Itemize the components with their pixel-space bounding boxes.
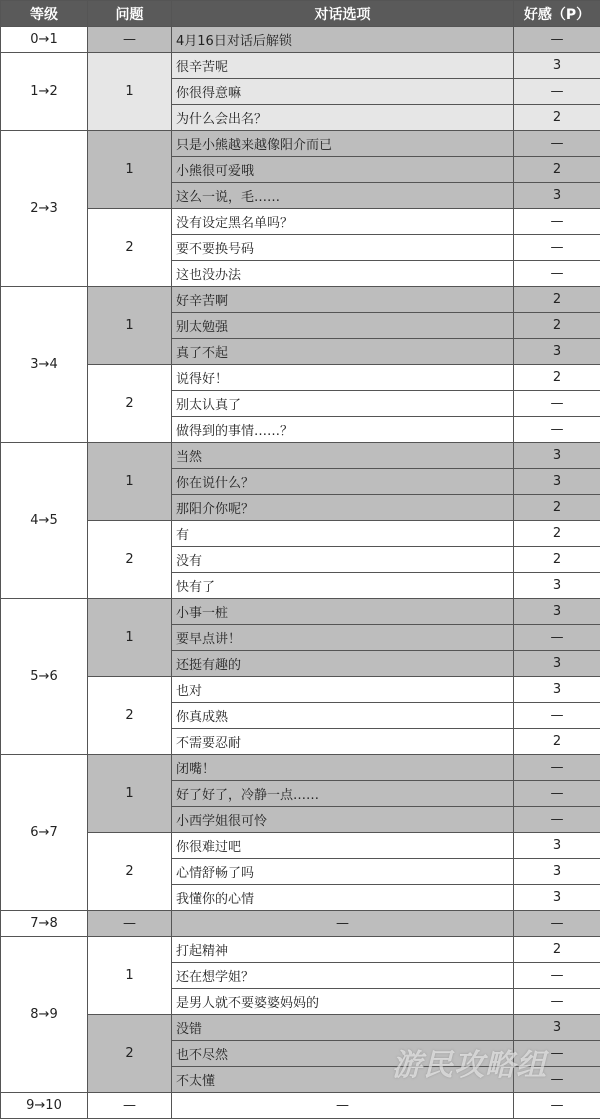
affinity-cell: 3 [514,651,600,677]
option-cell: 你很得意嘛 [172,79,514,105]
header-question: 问题 [88,1,172,27]
option-cell: — [172,1093,514,1119]
option-cell: 这么一说，毛…… [172,183,514,209]
option-cell: 做得到的事情……？ [172,417,514,443]
affinity-cell: — [514,235,600,261]
affinity-cell: 2 [514,287,600,313]
option-cell: 没有设定黑名单吗？ [172,209,514,235]
affinity-cell: — [514,1041,600,1067]
table-row [1,27,600,53]
option-cell: 这也没办法 [172,261,514,287]
option-cell: 为什么会出名？ [172,105,514,131]
table-row [1,911,600,937]
option-cell: 只是小熊越来越像阳介而已 [172,131,514,157]
affinity-cell: — [514,755,600,781]
question-cell: — [88,1093,172,1119]
question-cell: 2 [88,1015,172,1093]
option-cell: 我懂你的心情 [172,885,514,911]
option-cell: 还挺有趣的 [172,651,514,677]
affinity-cell: — [514,417,600,443]
affinity-cell: — [514,391,600,417]
affinity-cell: 3 [514,677,600,703]
affinity-cell: 3 [514,833,600,859]
table-row [1,209,600,235]
question-cell: 1 [88,599,172,677]
table-row [1,443,600,469]
header-option: 对话选项 [172,1,514,27]
header-row [1,1,600,27]
affinity-cell: — [514,1093,600,1119]
affinity-cell: — [514,625,600,651]
option-cell: 小事一桩 [172,599,514,625]
affinity-cell: 2 [514,365,600,391]
affinity-cell: — [514,79,600,105]
affinity-cell: — [514,261,600,287]
option-cell: 也不尽然 [172,1041,514,1067]
level-cell: 2→3 [1,131,88,287]
option-cell: 那阳介你呢？ [172,495,514,521]
level-cell: 6→7 [1,755,88,911]
watermark-logo: 游民攻略组 [392,1048,547,1083]
option-cell: 闭嘴！ [172,755,514,781]
option-cell: 有 [172,521,514,547]
affinity-cell: 2 [514,313,600,339]
question-cell: 1 [88,755,172,833]
option-cell: 很辛苦呢 [172,53,514,79]
affinity-cell: 3 [514,339,600,365]
affinity-cell: — [514,781,600,807]
option-cell: 别太认真了 [172,391,514,417]
option-cell: 是男人就不要婆婆妈妈的 [172,989,514,1015]
option-cell: 要早点讲！ [172,625,514,651]
header-level: 等级 [1,1,88,27]
level-cell: 4→5 [1,443,88,599]
question-cell: 1 [88,937,172,1015]
table-row [1,937,600,963]
affinity-cell: 2 [514,105,600,131]
affinity-cell: 3 [514,599,600,625]
option-cell: 好辛苦啊 [172,287,514,313]
option-cell: 说得好！ [172,365,514,391]
option-cell: 心情舒畅了吗 [172,859,514,885]
question-cell: 2 [88,209,172,287]
level-cell: 0→1 [1,27,88,53]
level-cell: 7→8 [1,911,88,937]
affinity-cell: — [514,27,600,53]
table-row [1,365,600,391]
affinity-cell: 3 [514,859,600,885]
table-row [1,521,600,547]
table-row [1,131,600,157]
option-cell: 你在说什么？ [172,469,514,495]
question-cell: 2 [88,677,172,755]
affinity-cell: — [514,1067,600,1093]
affinity-cell: 3 [514,573,600,599]
affinity-cell: 2 [514,729,600,755]
question-cell: 2 [88,521,172,599]
question-cell: 1 [88,53,172,131]
affinity-cell: — [514,703,600,729]
table-row [1,287,600,313]
option-cell: 不太懂 [172,1067,514,1093]
question-cell: 2 [88,365,172,443]
option-cell: 不需要忍耐 [172,729,514,755]
affinity-cell: 3 [514,443,600,469]
option-cell: 当然 [172,443,514,469]
affinity-cell: 3 [514,183,600,209]
level-cell: 3→4 [1,287,88,443]
table-row [1,833,600,859]
level-cell: 8→9 [1,937,88,1093]
option-cell: — [172,911,514,937]
option-cell: 也对 [172,677,514,703]
option-cell: 没有 [172,547,514,573]
affinity-cell: — [514,989,600,1015]
table-row [1,677,600,703]
affinity-cell: 2 [514,521,600,547]
option-cell: 还在想学姐？ [172,963,514,989]
question-cell: 1 [88,131,172,209]
affinity-cell: — [514,911,600,937]
option-cell: 你真成熟 [172,703,514,729]
affinity-cell: — [514,209,600,235]
option-cell: 小熊很可爱哦 [172,157,514,183]
affinity-cell: 2 [514,495,600,521]
level-cell: 9→10 [1,1093,88,1119]
question-cell: 1 [88,287,172,365]
affinity-cell: 3 [514,53,600,79]
option-cell: 别太勉强 [172,313,514,339]
affinity-cell: 2 [514,937,600,963]
question-cell: — [88,27,172,53]
option-cell: 要不要换号码 [172,235,514,261]
question-cell: — [88,911,172,937]
affinity-cell: 2 [514,157,600,183]
option-cell: 真了不起 [172,339,514,365]
affinity-cell: — [514,807,600,833]
option-cell: 快有了 [172,573,514,599]
option-cell: 4月16日对话后解锁 [172,27,514,53]
option-cell: 小西学姐很可怜 [172,807,514,833]
affinity-cell: 2 [514,547,600,573]
option-cell: 打起精神 [172,937,514,963]
table-row [1,1093,600,1119]
level-cell: 5→6 [1,599,88,755]
table-row [1,599,600,625]
header-affinity: 好感（P） [514,1,600,27]
option-cell: 好了好了，冷静一点…… [172,781,514,807]
table-row [1,755,600,781]
affinity-cell: — [514,131,600,157]
option-cell: 你很难过吧 [172,833,514,859]
affinity-cell: 3 [514,1015,600,1041]
affinity-cell: — [514,963,600,989]
table-row [1,1015,600,1041]
affinity-cell: 3 [514,469,600,495]
table-row [1,53,600,79]
affinity-cell: 3 [514,885,600,911]
question-cell: 1 [88,443,172,521]
option-cell: 没错 [172,1015,514,1041]
question-cell: 2 [88,833,172,911]
level-cell: 1→2 [1,53,88,131]
